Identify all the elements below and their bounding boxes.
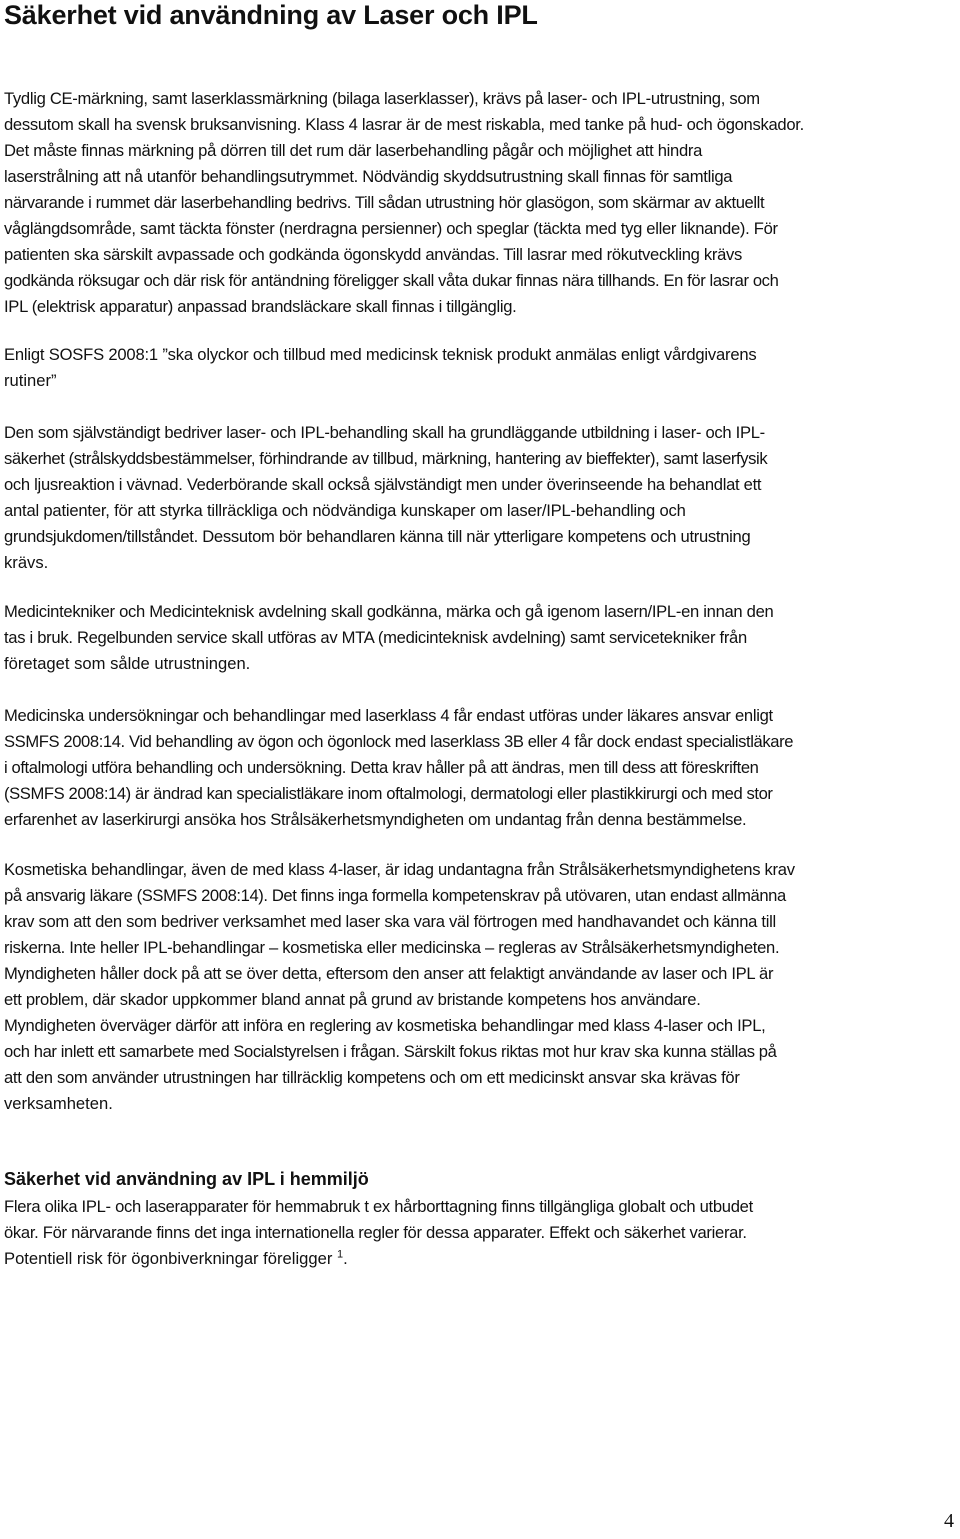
- text-line: verksamheten.: [4, 1094, 113, 1113]
- text-line: och har inlett ett samarbete med Socialstyrelsen i frågan. Särskilt fokus riktas mot hur krav ska kunna ställas på: [4, 1042, 777, 1061]
- text-fragment-end: .: [343, 1249, 348, 1268]
- page-number: 4: [944, 1510, 954, 1532]
- text-line: våglängdsområde, samt täckta fönster (nerdragna persienner) och speglar (täckta med tyg eller liknande). För: [4, 219, 778, 238]
- text-fragment: Potentiell risk för ögonbiverkningar föreligger: [4, 1249, 337, 1268]
- text-line: i oftalmologi utföra behandling och undersökning. Detta krav håller på att ändras, men till dess att föreskriften: [4, 758, 759, 777]
- text-line: riskerna. Inte heller IPL-behandlingar – kosmetiska eller medicinska – regleras av Strålsäkerhetsmyndigheten.: [4, 938, 780, 957]
- paragraph-cosmetic-treatments: [4, 857, 957, 1117]
- text-line: tas i bruk. Regelbunden service skall utföras av MTA (medicinteknisk avdelning) samt servicetekniker från: [4, 628, 747, 647]
- paragraph-medical-technicians: [4, 599, 957, 677]
- text-line: krav som att den som bedriver verksamhet med laser ska vara väl förtrogen med handhavandet och känna till: [4, 912, 776, 931]
- section-heading-ipl-home: Säkerhet vid användning av IPL i hemmiljö: [4, 1169, 369, 1189]
- text-line: Det måste finnas märkning på dörren till det rum där laserbehandling pågår och möjlighet att hindra: [4, 141, 703, 160]
- text-line: och ljusreaktion i vävnad. Vederbörande skall också självständigt men under överinseende ha behandlat ett: [4, 475, 762, 494]
- text-line: Kosmetiska behandlingar, även de med klass 4-laser, är idag undantagna från Strålsäkerhetsmyndighetens krav: [4, 860, 795, 879]
- text-line: godkända röksugar och där risk för antändning föreligger skall våta dukar finnas nära tillhands. En för lasrar och: [4, 271, 779, 290]
- text-line: att den som använder utrustningen har tillräcklig kompetens och om ett medicinskt ansvar ska krävas för: [4, 1068, 740, 1087]
- text-line: företaget som sålde utrustningen.: [4, 654, 251, 673]
- text-line: ökar. För närvarande finns det inga internationella regler för dessa apparater. Effekt och säkerhet varierar.: [4, 1223, 747, 1242]
- text-line: patienten ska särskilt avpassade och godkända ögonskydd användas. Till lasrar med rökutveckling krävs: [4, 245, 743, 264]
- text-line: dessutom skall ha svensk bruksanvisning. Klass 4 lasrar är de mest riskabla, med tanke på hud- och ögonskador.: [4, 115, 804, 134]
- text-line: på ansvarig läkare (SSMFS 2008:14). Det finns inga formella kompetenskrav på utövaren, utan endast allmänna: [4, 886, 786, 905]
- page-title: Säkerhet vid användning av Laser och IPL: [4, 0, 538, 30]
- text-line: (SSMFS 2008:14) är ändrad kan specialistläkare inom oftalmologi, dermatologi eller plastikkirurgi och med stor: [4, 784, 773, 803]
- text-line: säkerhet (strålskyddsbestämmelser, förhindrande av tillbud, märkning, hantering av bieffekter), samt laserfysik: [4, 449, 768, 468]
- text-line: laserstrålning att nå utanför behandlingsutrymmet. Nödvändig skyddsutrustning skall finnas för samtliga: [4, 167, 733, 186]
- text-line-last: [4, 1246, 957, 1272]
- paragraph-sosfs: [4, 342, 957, 394]
- text-line: SSMFS 2008:14. Vid behandling av ögon och ögonlock med laserklass 3B eller 4 får dock endast specialistläkare: [4, 732, 794, 751]
- paragraph-ce-marking: [4, 86, 957, 320]
- text-line: IPL (elektrisk apparatur) anpassad brandsläckare skall finnas i tillgänglig.: [4, 297, 517, 316]
- text-line: grundsjukdomen/tillståndet. Dessutom bör behandlaren känna till när ytterligare kompetens och utrustning: [4, 527, 751, 546]
- text-line: Flera olika IPL- och laserapparater för hemmabruk t ex hårborttagning finns tillgängliga globalt och utbudet: [4, 1197, 753, 1216]
- text-line: antal patienter, för att styrka tillräckliga och nödvändiga kunskaper om laser/IPL-behandling och: [4, 501, 686, 520]
- text-line: Enligt SOSFS 2008:1 ”ska olyckor och tillbud med medicinsk teknisk produkt anmälas enligt vårdgivarens: [4, 345, 757, 364]
- text-line: Myndigheten håller dock på att se över detta, eftersom den anser att felaktigt användande av laser och IPL är: [4, 964, 774, 983]
- paragraph-medical-examinations: [4, 703, 957, 833]
- paragraph-education: [4, 420, 957, 576]
- text-line: Den som självständigt bedriver laser- och IPL-behandling skall ha grundläggande utbildning i laser- och IPL-: [4, 423, 765, 442]
- footnote-reference: 1: [336, 1248, 344, 1261]
- text-line: krävs.: [4, 553, 49, 572]
- text-line: erfarenhet av laserkirurgi ansöka hos Strålsäkerhetsmyndigheten om undantag från denna bestämmelse.: [4, 810, 747, 829]
- text-line: ett problem, där skador uppkommer bland annat på grund av bristande kompetens hos användare.: [4, 990, 701, 1009]
- text-line: Tydlig CE-märkning, samt laserklassmärkning (bilaga laserklasser), krävs på laser- och IPL-utrustning, som: [4, 89, 760, 108]
- text-line: Myndigheten överväger därför att införa en reglering av kosmetiska behandlingar med klass 4-laser och IPL,: [4, 1016, 766, 1035]
- text-line: Medicintekniker och Medicinteknisk avdelning skall godkänna, märka och gå igenom lasern/IPL-en innan den: [4, 602, 774, 621]
- paragraph-ipl-home: [4, 1194, 957, 1272]
- text-line: närvarande i rummet där laserbehandling bedrivs. Till sådan utrustning hör glasögon, som skärmar av aktuellt: [4, 193, 765, 212]
- text-line: rutiner”: [4, 371, 57, 390]
- text-line: Medicinska undersökningar och behandlingar med laserklass 4 får endast utföras under läkares ansvar enligt: [4, 706, 773, 725]
